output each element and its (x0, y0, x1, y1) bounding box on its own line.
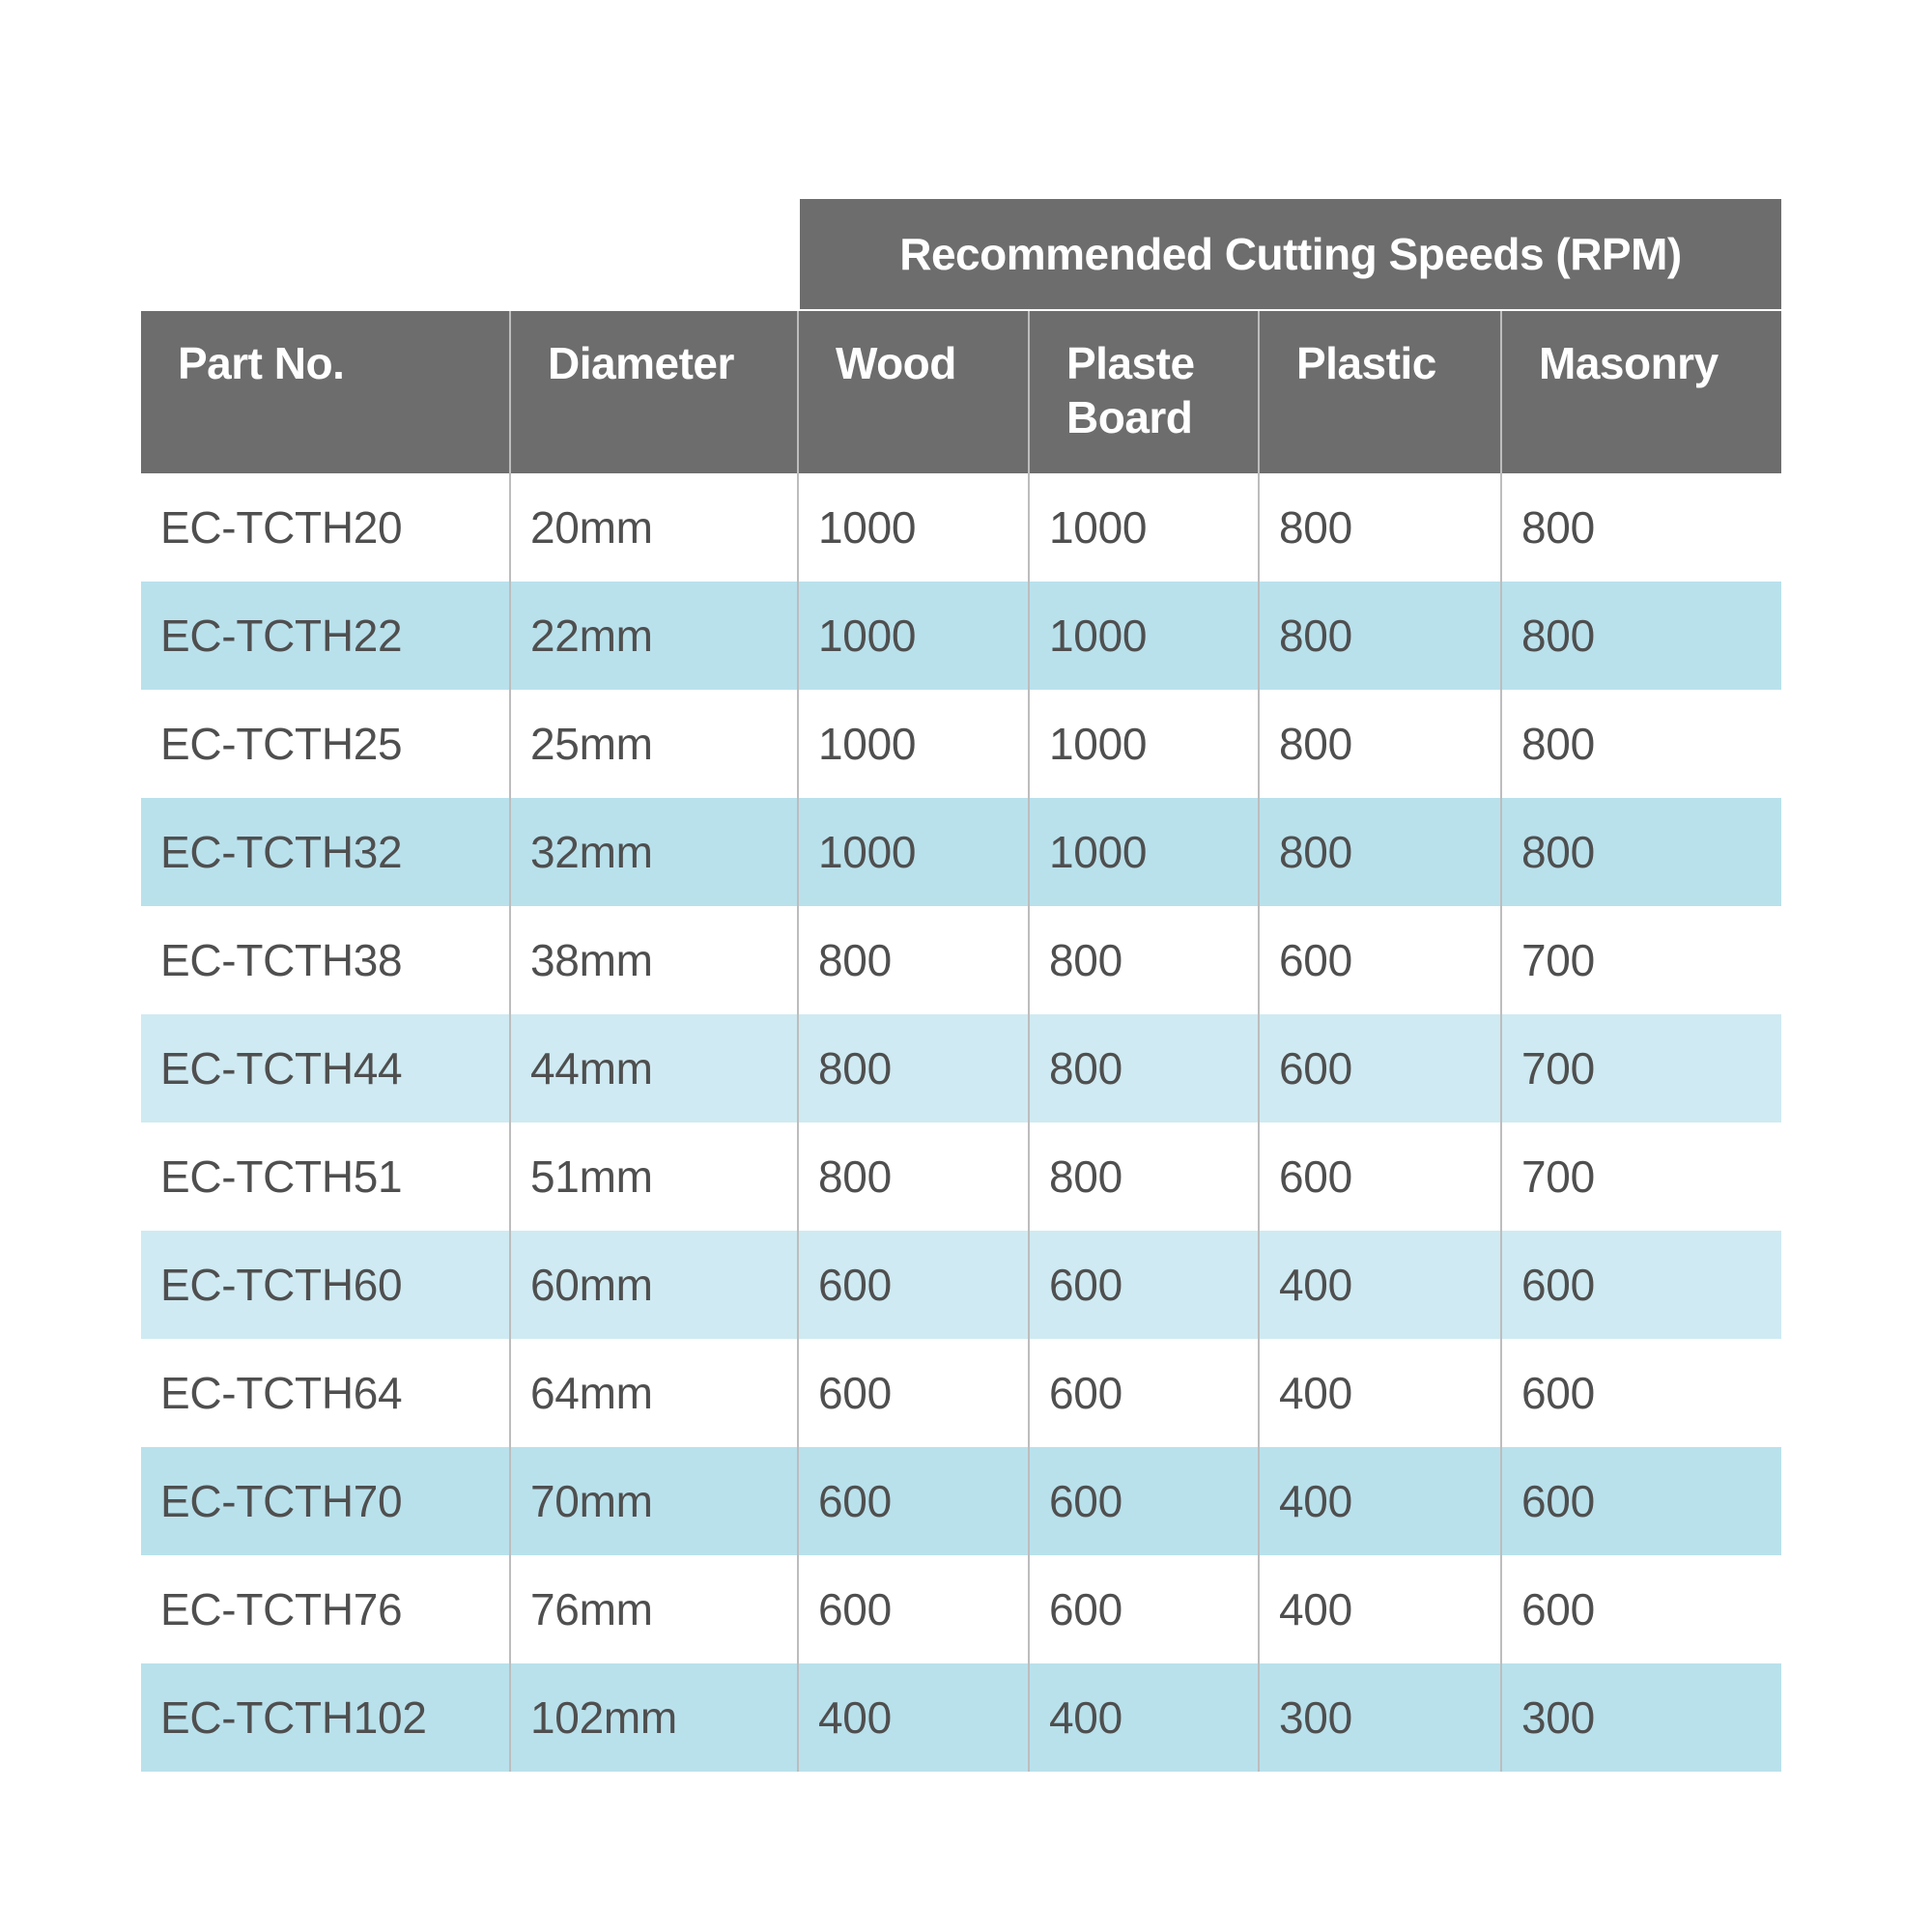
cell-plaster-board: 600 (1029, 1339, 1259, 1447)
column-header-masonry: Masonry (1501, 311, 1781, 473)
cutting-speeds-group-header: Recommended Cutting Speeds (RPM) (800, 199, 1781, 309)
cell-plaster-board: 800 (1029, 906, 1259, 1014)
table-row (141, 473, 1781, 582)
cell-wood: 1000 (798, 473, 1029, 582)
cell-plastic: 600 (1259, 906, 1501, 1014)
cell-diameter: 22mm (510, 582, 798, 690)
cell-masonry: 600 (1501, 1339, 1781, 1447)
cell-plastic: 300 (1259, 1663, 1501, 1772)
cell-plaster-board: 600 (1029, 1231, 1259, 1339)
cell-plastic: 400 (1259, 1339, 1501, 1447)
cell-masonry: 800 (1501, 798, 1781, 906)
cell-part-no: EC-TCTH76 (141, 1555, 510, 1663)
cell-masonry: 700 (1501, 906, 1781, 1014)
cell-masonry: 800 (1501, 690, 1781, 798)
table-row (141, 1339, 1781, 1447)
cell-diameter: 38mm (510, 906, 798, 1014)
cell-plastic: 800 (1259, 798, 1501, 906)
table-row (141, 690, 1781, 798)
cell-masonry: 600 (1501, 1555, 1781, 1663)
cell-wood: 1000 (798, 690, 1029, 798)
cell-masonry: 800 (1501, 582, 1781, 690)
table-row (141, 582, 1781, 690)
column-header-diameter: Diameter (510, 311, 798, 473)
cell-plaster-board: 800 (1029, 1014, 1259, 1122)
cell-wood: 800 (798, 906, 1029, 1014)
cell-diameter: 102mm (510, 1663, 798, 1772)
cell-part-no: EC-TCTH60 (141, 1231, 510, 1339)
cell-plaster-board: 400 (1029, 1663, 1259, 1772)
column-header-wood: Wood (798, 311, 1029, 473)
cell-plaster-board: 600 (1029, 1447, 1259, 1555)
cell-plastic: 400 (1259, 1231, 1501, 1339)
cell-plastic: 600 (1259, 1014, 1501, 1122)
column-header-part-no: Part No. (141, 311, 510, 473)
cell-plastic: 400 (1259, 1555, 1501, 1663)
cell-wood: 600 (798, 1555, 1029, 1663)
cell-part-no: EC-TCTH51 (141, 1122, 510, 1231)
cell-wood: 800 (798, 1122, 1029, 1231)
cell-wood: 1000 (798, 798, 1029, 906)
table-row (141, 1663, 1781, 1772)
cell-wood: 1000 (798, 582, 1029, 690)
cell-plastic: 400 (1259, 1447, 1501, 1555)
table-row (141, 798, 1781, 906)
cell-masonry: 300 (1501, 1663, 1781, 1772)
cell-part-no: EC-TCTH70 (141, 1447, 510, 1555)
cell-diameter: 32mm (510, 798, 798, 906)
cell-plaster-board: 800 (1029, 1122, 1259, 1231)
table-row (141, 1231, 1781, 1339)
cell-plastic: 800 (1259, 582, 1501, 690)
cell-part-no: EC-TCTH38 (141, 906, 510, 1014)
cell-plaster-board: 1000 (1029, 690, 1259, 798)
cell-masonry: 600 (1501, 1231, 1781, 1339)
cell-diameter: 70mm (510, 1447, 798, 1555)
column-header-plaster-board (1029, 311, 1259, 473)
cell-wood: 800 (798, 1014, 1029, 1122)
cell-plaster-board: 600 (1029, 1555, 1259, 1663)
table-row (141, 1122, 1781, 1231)
column-header-plastic: Plastic (1259, 311, 1501, 473)
table-row (141, 906, 1781, 1014)
table-body (141, 473, 1781, 1772)
cell-diameter: 20mm (510, 473, 798, 582)
cell-masonry: 600 (1501, 1447, 1781, 1555)
cell-diameter: 60mm (510, 1231, 798, 1339)
cell-diameter: 76mm (510, 1555, 798, 1663)
cell-part-no: EC-TCTH44 (141, 1014, 510, 1122)
cell-diameter: 64mm (510, 1339, 798, 1447)
table-row (141, 1014, 1781, 1122)
cell-masonry: 700 (1501, 1122, 1781, 1231)
cell-wood: 600 (798, 1339, 1029, 1447)
cell-diameter: 51mm (510, 1122, 798, 1231)
cell-part-no: EC-TCTH102 (141, 1663, 510, 1772)
cell-masonry: 700 (1501, 1014, 1781, 1122)
cell-plaster-board: 1000 (1029, 798, 1259, 906)
cell-part-no: EC-TCTH20 (141, 473, 510, 582)
cell-plastic: 600 (1259, 1122, 1501, 1231)
cell-plastic: 800 (1259, 473, 1501, 582)
column-header-plaster-board-line2: Board (1066, 392, 1193, 442)
table-row (141, 1555, 1781, 1663)
cell-wood: 600 (798, 1231, 1029, 1339)
cell-part-no: EC-TCTH64 (141, 1339, 510, 1447)
cutting-speeds-table (141, 311, 1781, 1772)
cell-plastic: 800 (1259, 690, 1501, 798)
cell-wood: 400 (798, 1663, 1029, 1772)
cell-part-no: EC-TCTH22 (141, 582, 510, 690)
cell-diameter: 44mm (510, 1014, 798, 1122)
cell-masonry: 800 (1501, 473, 1781, 582)
cell-wood: 600 (798, 1447, 1029, 1555)
cell-part-no: EC-TCTH32 (141, 798, 510, 906)
table-row (141, 1447, 1781, 1555)
column-header-row (141, 311, 1781, 473)
cell-plaster-board: 1000 (1029, 473, 1259, 582)
cell-plaster-board: 1000 (1029, 582, 1259, 690)
cell-diameter: 25mm (510, 690, 798, 798)
cell-part-no: EC-TCTH25 (141, 690, 510, 798)
column-header-plaster-board-line1: Plaste (1066, 338, 1195, 388)
